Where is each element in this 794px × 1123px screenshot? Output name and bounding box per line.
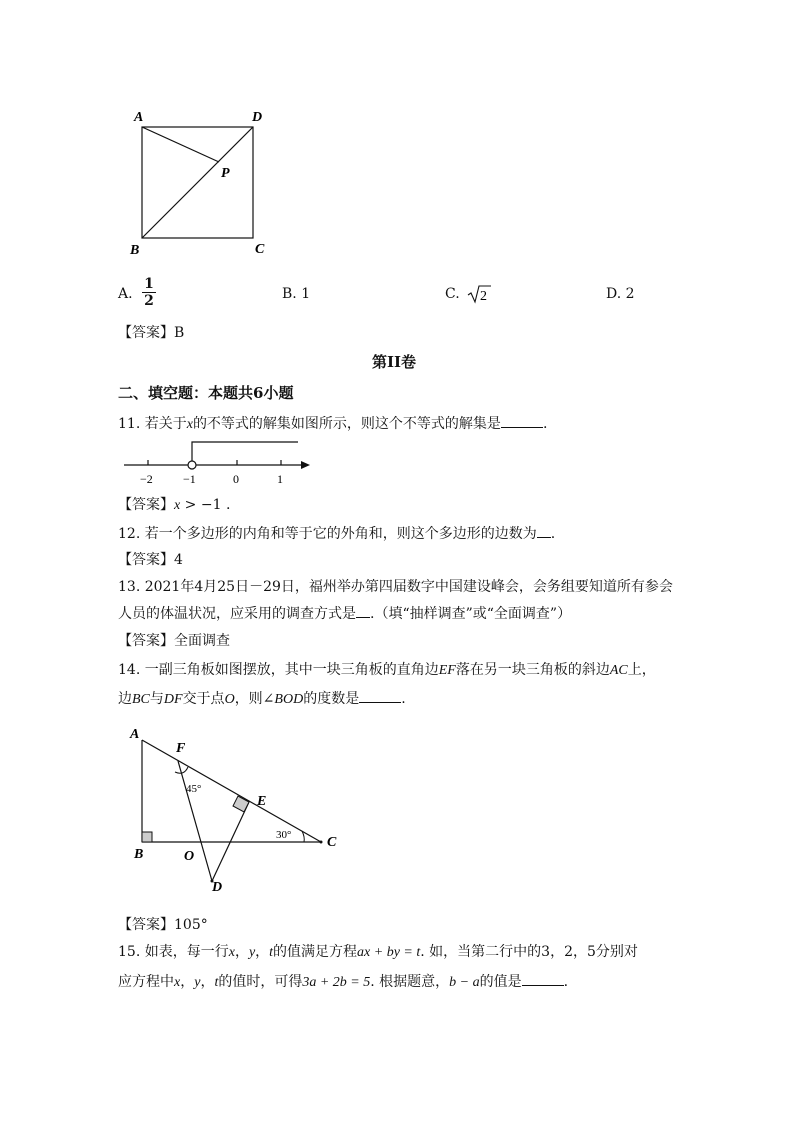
label-B2: B — [134, 847, 144, 862]
q14-line2: 边BC与DF交于点O，则∠BOD的度数是 . — [118, 688, 406, 708]
triangle-figure — [118, 722, 358, 897]
option-a: A. — [118, 286, 133, 302]
q11-text: 11. 若关于x的不等式的解集如图所示，则这个不等式的解集是 . — [118, 413, 547, 433]
angle-45-label: 45° — [186, 783, 202, 795]
q10-answer: 【答案】B — [118, 325, 185, 341]
label-B: B — [130, 243, 140, 258]
option-c-radicand: 2 — [480, 289, 487, 304]
part2-heading: 二、填空题：本题共6小题 — [118, 384, 294, 402]
sqrt-icon — [466, 283, 492, 305]
option-a-fraction: 1 2 — [142, 276, 156, 309]
q14-line1: 14. 一副三角板如图摆放，其中一块三角板的直角边EF落在另一块三角板的斜边AC上， — [118, 662, 656, 678]
label-C: C — [255, 242, 265, 257]
q15-line1: 15. 如表，每一行x，y，t的值满足方程ax + by = t. 如，当第二行中的3，2，5分别对 — [118, 944, 638, 960]
tick-neg2: −2 — [140, 472, 153, 486]
q12-text: 12. 若一个多边形的内角和等于它的外角和，则这个多边形的边数为 . — [118, 523, 555, 543]
label-A2: A — [130, 727, 140, 742]
label-E: E — [257, 794, 267, 809]
angle-30-label: 30° — [276, 829, 292, 841]
square-figure — [120, 100, 280, 265]
tick-1: 1 — [277, 472, 283, 486]
label-D: D — [252, 110, 263, 125]
q12-answer: 【答案】4 — [118, 552, 183, 568]
q13-line2: 人员的体温状况，应采用的调查方式是 .（填“抽样调查”或“全面调查”） — [118, 603, 571, 623]
label-P: P — [221, 166, 230, 181]
label-A: A — [134, 110, 144, 125]
tick-neg1: −1 — [183, 472, 196, 486]
section-title: 第II卷 — [372, 353, 417, 371]
option-b: B. 1 — [282, 286, 311, 302]
option-d: D. 2 — [606, 286, 635, 302]
tick-0: 0 — [233, 472, 239, 486]
q13-answer: 【答案】全面调查 — [118, 633, 230, 649]
label-F: F — [176, 741, 186, 756]
label-O: O — [184, 849, 195, 864]
number-line — [118, 436, 318, 488]
q15-line2: 应方程中x，y，t的值时，可得3a + 2b = 5. 根据题意，b − a的值是 . — [118, 971, 568, 991]
q13-line1: 13. 2021年4月25日－29日，福州举办第四届数字中国建设峰会，会务组要知道所有参会 — [118, 579, 673, 595]
q11-answer: 【答案】x > −1 . — [118, 497, 231, 513]
option-c: C. — [445, 286, 460, 302]
label-D2: D — [212, 880, 223, 895]
q14-answer: 【答案】105° — [118, 917, 208, 933]
label-C2: C — [327, 835, 337, 850]
